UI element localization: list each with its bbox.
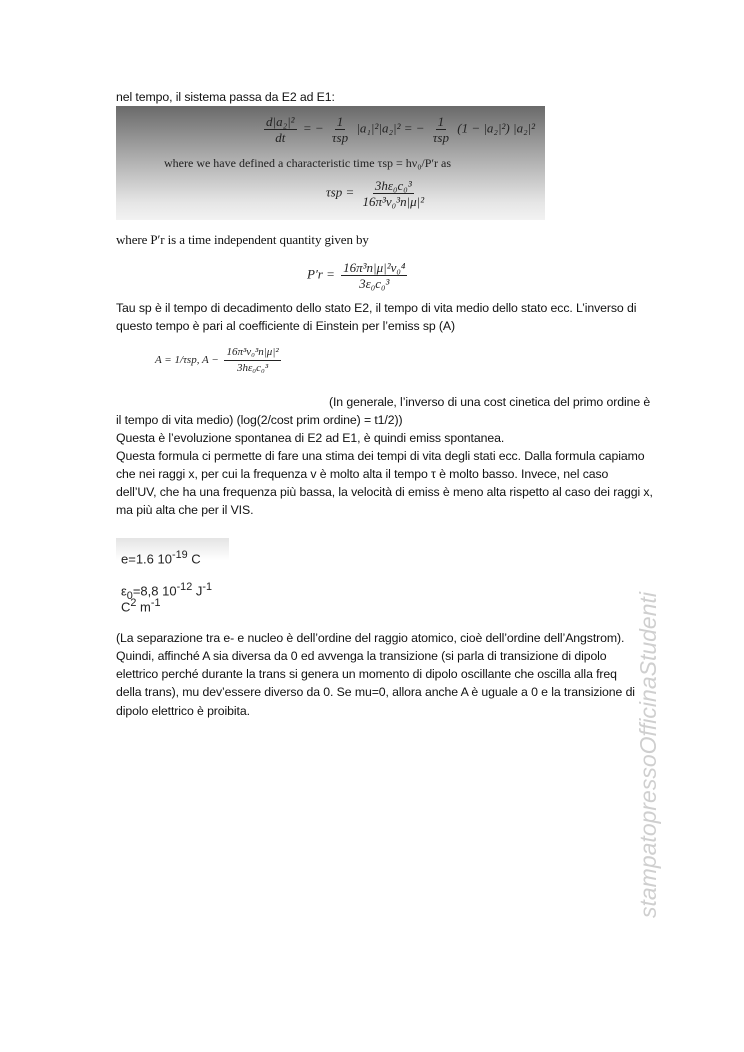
- constant-electron-charge: [121, 549, 201, 566]
- eq-num: 1: [437, 114, 445, 129]
- paragraph-line: elettrico perché durante la trans si genera un momento di dipolo oscillante che oscilla alla freq: [116, 667, 617, 681]
- eq-den: τsp: [432, 130, 449, 145]
- watermark: stampatopressoOfficinaStudenti: [635, 591, 661, 918]
- paragraph-line: dell’UV, che ha una frequenza più bassa, la velocità di emiss è meno alta rispetto al caso dei raggi x,: [116, 485, 653, 499]
- eq-num: 16π³ν₀³n|μ|²: [224, 345, 280, 361]
- const-exp: 2: [130, 597, 137, 609]
- eq-den: dt: [275, 130, 286, 145]
- eq-term: (1 − |a₂|²) |a₂|²: [457, 120, 536, 136]
- paragraph-line: che nei raggi x, per cui la frequenza v è molto alta il tempo τ è molto basso. Invece, nel caso: [116, 467, 609, 481]
- paragraph-line: (In generale, l’inverso di una cost cinetica del primo ordine è: [329, 395, 651, 409]
- const-exp: -19: [171, 549, 188, 561]
- const-exp: -1: [150, 597, 161, 609]
- equation-image: [116, 106, 545, 220]
- const-text: C: [121, 599, 131, 615]
- const-unit: J: [192, 583, 203, 599]
- eq-den: 16π³ν₀³n|μ|²: [362, 194, 425, 209]
- equation-caption: where we have defined a characteristic time τsp = hν₀/P′r as: [164, 156, 452, 170]
- paragraph-line: il tempo di vita medio) (log(2/cost prim ordine) = t1/2)): [116, 413, 403, 427]
- eq-lhs: A = 1/τsp, A −: [155, 354, 219, 367]
- paragraph-line: della trans), mu dev’essere diverso da 0. Se mu=0, allora anche A è uguale a 0 e la transizione di: [116, 685, 635, 699]
- paragraph-line: dipolo elettrico è proibita.: [116, 704, 250, 718]
- eq-den: τsp: [331, 130, 349, 145]
- eq-term: |a₁|²|a₂|² = −: [356, 120, 425, 136]
- paragraph-line: questo tempo è pari al coefficiente di Einstein per l’emiss sp (A): [116, 319, 456, 333]
- constant-epsilon0-units: [121, 597, 161, 614]
- intro-text: nel tempo, il sistema passa da E2 ad E1:: [116, 90, 335, 104]
- const-text: e=1.6 10: [121, 551, 172, 567]
- equation-pr: [307, 260, 410, 291]
- eq-num: d|a₂|²: [266, 114, 295, 129]
- paragraph-line: Tau sp è il tempo di decadimento dello stato E2, il tempo di vita medio dello stato ecc. L’inverso di: [116, 301, 637, 315]
- equation-tau: [326, 178, 429, 209]
- eq-num: 1: [336, 114, 344, 129]
- paragraph-line: Quindi, affinché A sia diversa da 0 ed avvenga la transizione (si parla di transizione di dipolo: [116, 649, 607, 663]
- where-pr-text: where P′r is a time independent quantity given by: [116, 232, 369, 247]
- const-exp: -1: [202, 581, 212, 593]
- const-exp: -12: [176, 581, 193, 593]
- eq-den: 3ε₀c₀³: [359, 276, 390, 291]
- equation-rate: [261, 114, 535, 145]
- paragraph-line: ma più alta che per il VIS.: [116, 503, 254, 517]
- eq-lhs: τsp =: [326, 184, 355, 200]
- const-unit: m: [136, 599, 151, 615]
- const-text: ε: [121, 583, 127, 599]
- paragraph-line: Questa è l’evoluzione spontanea di E2 ad E1, è quindi emiss spontanea.: [116, 431, 505, 445]
- const-sub: 0: [126, 589, 133, 602]
- const-text: =8,8 10: [132, 583, 177, 599]
- paragraph-line: (La separazione tra e- e nucleo è dell’ordine del raggio atomico, cioè dell’ordine dell’Angstrom).: [116, 631, 625, 645]
- paragraph-line: Questa formula ci permette di fare una stima dei tempi di vita degli stati ecc. Dalla formula capiamo: [116, 449, 645, 463]
- eq-num: 3hε₀c₀³: [374, 178, 412, 193]
- eq-num: 16π³n|μ|²ν₀⁴: [343, 260, 406, 275]
- const-unit: C: [187, 551, 201, 567]
- eq-op: = −: [302, 120, 324, 136]
- eq-den: 3hε₀c₀³: [236, 362, 269, 374]
- eq-lhs: P′r =: [307, 266, 335, 282]
- equation-a: [155, 345, 284, 376]
